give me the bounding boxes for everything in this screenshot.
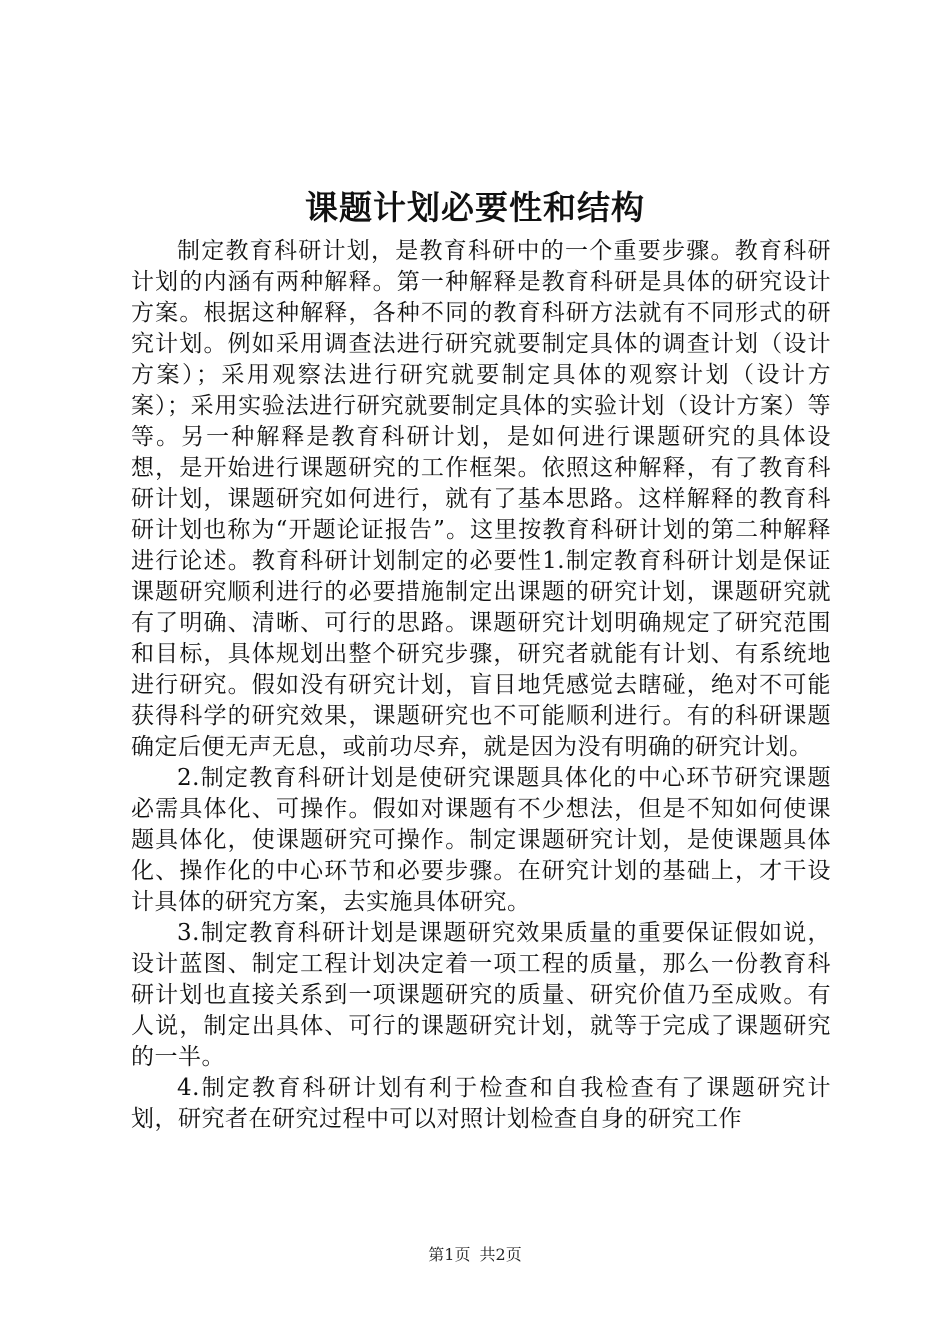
document-body: [131, 236, 831, 1135]
paragraph-3: 3.制定教育科研计划是课题研究效果质量的重要保证假如说，设计蓝图、制定工程计划决定着一项工程的质量，那么一份教育科研计划也直接关系到一项课题研究的质量、研究价值乃至成败。有人说，制定出具体、可行的课题研究计划，就等于完成了课题研究的一半。: [131, 920, 831, 1070]
paragraph-1: 制定教育科研计划，是教育科研中的一个重要步骤。教育科研计划的内涵有两种解释。第一种解释是教育科研是具体的研究设计方案。根据这种解释，各种不同的教育科研方法就有不同形式的研究计划。例如采用调查法进行研究就要制定具体的调查计划（设计方案）；采用观察法进行研究就要制定具体的观察计划（设计方案）；采用实验法进行研究就要制定具体的实验计划（设计方案）等等。另一种解释是教育科研计划，是如何进行课题研究的具体设想，是开始进行课题研究的工作框架。依照这种解释，有了教育科研计划，课题研究如何进行，就有了基本思路。这样解释的教育科研计划也称为“开题论证报告”。这里按教育科研计划的第二种解释进行论述。教育科研计划制定的必要性1.制定教育科研计划是保证课题研究顺利进行的必要措施制定出课题的研究计划，课题研究就有了明确、清晰、可行的思路。课题研究计划明确规定了研究范围和目标，具体规划出整个研究步骤，研究者就能有计划、有系统地进行研究。假如没有研究计划，盲目地凭感觉去瞎碰，绝对不可能获得科学的研究效果，课题研究也不可能顺利进行。有的科研课题确定后便无声无息，或前功尽弃，就是因为没有明确的研究计划。: [131, 238, 831, 760]
page-footer: [0, 1245, 950, 1265]
page-total: 共2页: [479, 1245, 522, 1264]
paragraph-4: 4.制定教育科研计划有利于检查和自我检查有了课题研究计划，研究者在研究过程中可以对照计划检查自身的研究工作: [131, 1075, 831, 1132]
page-number: 第1页: [428, 1245, 471, 1264]
paragraph-2: 2.制定教育科研计划是使研究课题具体化的中心环节研究课题必需具体化、可操作。假如对课题有不少想法，但是不知如何使课题具体化，使课题研究可操作。制定课题研究计划，是使课题具体化、操作化的中心环节和必要步骤。在研究计划的基础上，才干设计具体的研究方案，去实施具体研究。: [131, 765, 831, 915]
document-title: 课题计划必要性和结构: [305, 188, 645, 227]
